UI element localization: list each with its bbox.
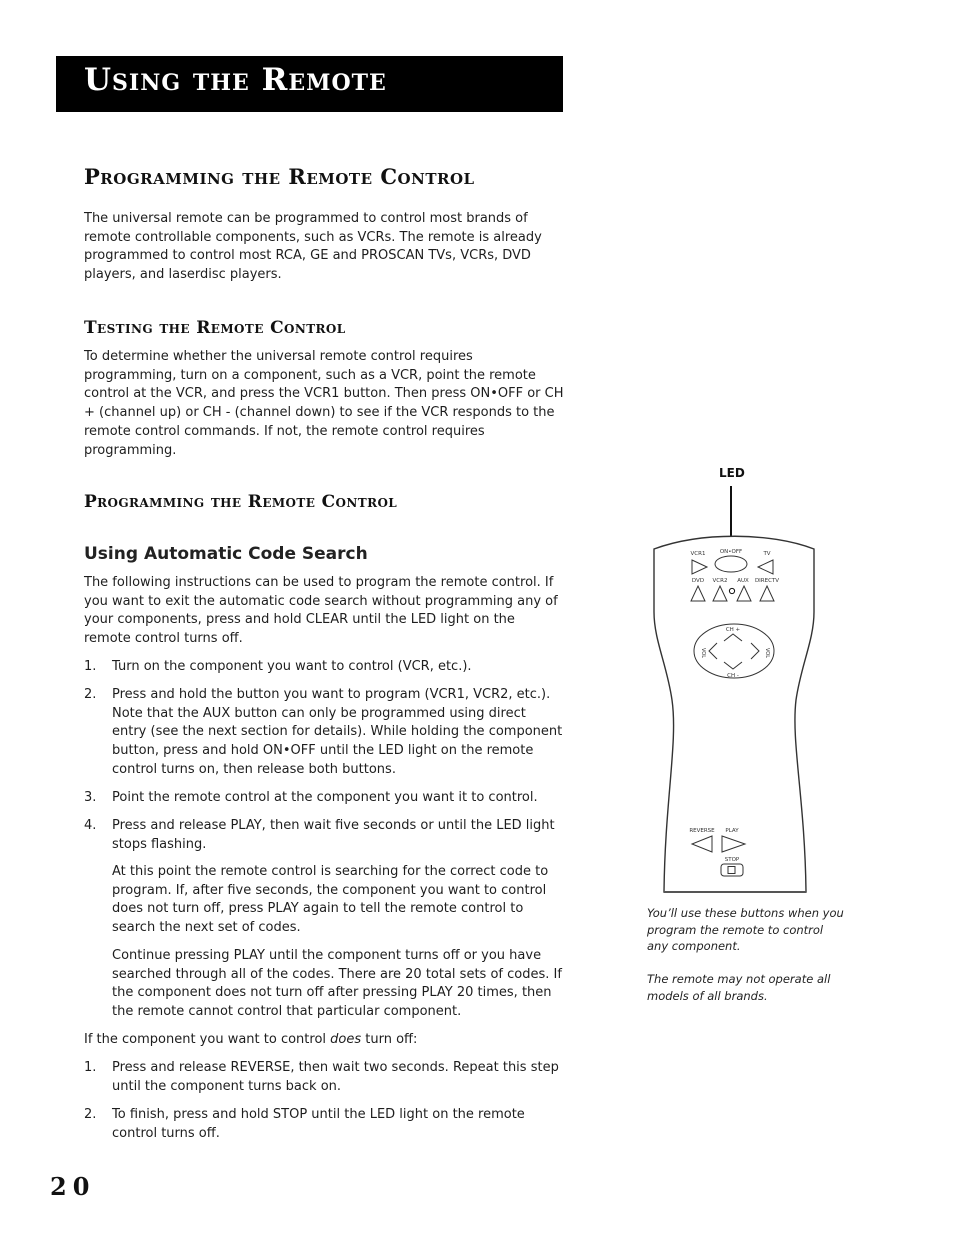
aux-label: AUX [737, 578, 749, 584]
step4-detail-paragraph: At this point the remote control is searching for the correct code to program. If, after five seconds, the component you want to control does not turn off, press PLAY again to tell the remote control to search the next set of codes. [112, 864, 549, 936]
intro-paragraph: The universal remote can be programmed to control most brands of remote controllable components, such as VCRs. The remote is already programmed to control most RCA, GE and PROSCAN TVs, VCRs, DVD players, and laserdisc players. [84, 211, 542, 283]
subheading-automatic-code-search: Using Automatic Code Search [84, 544, 368, 564]
list-item-text: Turn on the component you want to control (VCR, etc.). [112, 659, 472, 674]
does-line-emphasis: does [330, 1032, 362, 1047]
ch-down-label: CH - [727, 673, 739, 679]
vcr1-label: VCR1 [690, 551, 706, 557]
list-item-text: Press and hold the button you want to program (VCR1, VCR2, etc.). Note that the AUX button can only be programmed using direct entry (see the next section for details). While holding the component button, press and hold ON•OFF until the LED light on the remote control turns on, then release both buttons. [112, 687, 563, 777]
vol-left-label: VOL [700, 647, 706, 659]
figure-caption-brands: The remote may not operate all models of all brands. [647, 972, 831, 1003]
led-label: LED [719, 466, 745, 480]
does-line-before: If the component you want to control [84, 1032, 331, 1047]
does-line-after: turn off: [361, 1032, 418, 1047]
section-heading-testing: Testing the Remote Control [84, 318, 346, 338]
list-item-text: Press and release PLAY, then wait five seconds or until the LED light stops flashing. [112, 818, 555, 852]
section-heading-programming: Programming the Remote Control [84, 164, 475, 189]
list-item-number: 1. [84, 1060, 97, 1075]
list-item-number: 3. [84, 790, 97, 805]
step4-continue-paragraph: Continue pressing PLAY until the component turns off or you have searched through all of the codes. There are 20 total sets of codes. If the component does not turn off after pressing PLAY 20 times, then the remote cannot control that particular component. [112, 948, 562, 1020]
list-item-text: Point the remote control at the component you want it to control. [112, 790, 538, 805]
does-turn-off-line [84, 1031, 564, 1050]
page-number: 20 [50, 1172, 96, 1201]
list-item-number: 4. [84, 818, 97, 833]
tv-label: TV [763, 551, 771, 557]
ch-up-label: CH + [725, 627, 741, 633]
play-label: PLAY [725, 828, 739, 834]
list-item-number: 2. [84, 1107, 97, 1122]
vol-right-label: VOL [764, 647, 770, 659]
stop-label: STOP [724, 857, 740, 863]
stop-icon [728, 867, 735, 874]
led-indicator-icon [729, 588, 734, 593]
list-item-text: Press and release REVERSE, then wait two seconds. Repeat this step until the component turns back on. [112, 1060, 559, 1094]
chapter-title: Using the Remote [84, 62, 387, 98]
list-item-number: 2. [84, 687, 97, 702]
figure-caption-buttons: You’ll use these buttons when you program the remote to control any component. [647, 906, 844, 953]
on-off-label: ON•OFF [719, 549, 743, 555]
vcr2-label: VCR2 [712, 578, 728, 584]
reverse-label: REVERSE [689, 828, 715, 834]
on-off-button [715, 556, 747, 572]
dvd-label: DVD [691, 578, 705, 584]
list-item-number: 1. [84, 659, 97, 674]
chapter-banner [56, 56, 563, 112]
testing-paragraph: To determine whether the universal remote control requires programming, turn on a component, such as a VCR, point the remote control at the VCR, and press the VCR1 button. Then press ON•OFF or CH + (channel up) or CH - (channel down) to see if the VCR responds to the remote control commands. If not, the remote control requires programming. [84, 349, 564, 458]
section-heading-programming-2: Programming the Remote Control [84, 492, 398, 512]
remote-control-illustration [640, 480, 830, 900]
directv-label: DIRECTV [754, 578, 780, 584]
list-item-text: To finish, press and hold STOP until the LED light on the remote control turns off. [112, 1107, 525, 1141]
programming-intro-paragraph: The following instructions can be used to program the remote control. If you want to exit the automatic code search without programming any of your components, press and hold CLEAR until the LED light on the remote control turns off. [84, 575, 558, 647]
